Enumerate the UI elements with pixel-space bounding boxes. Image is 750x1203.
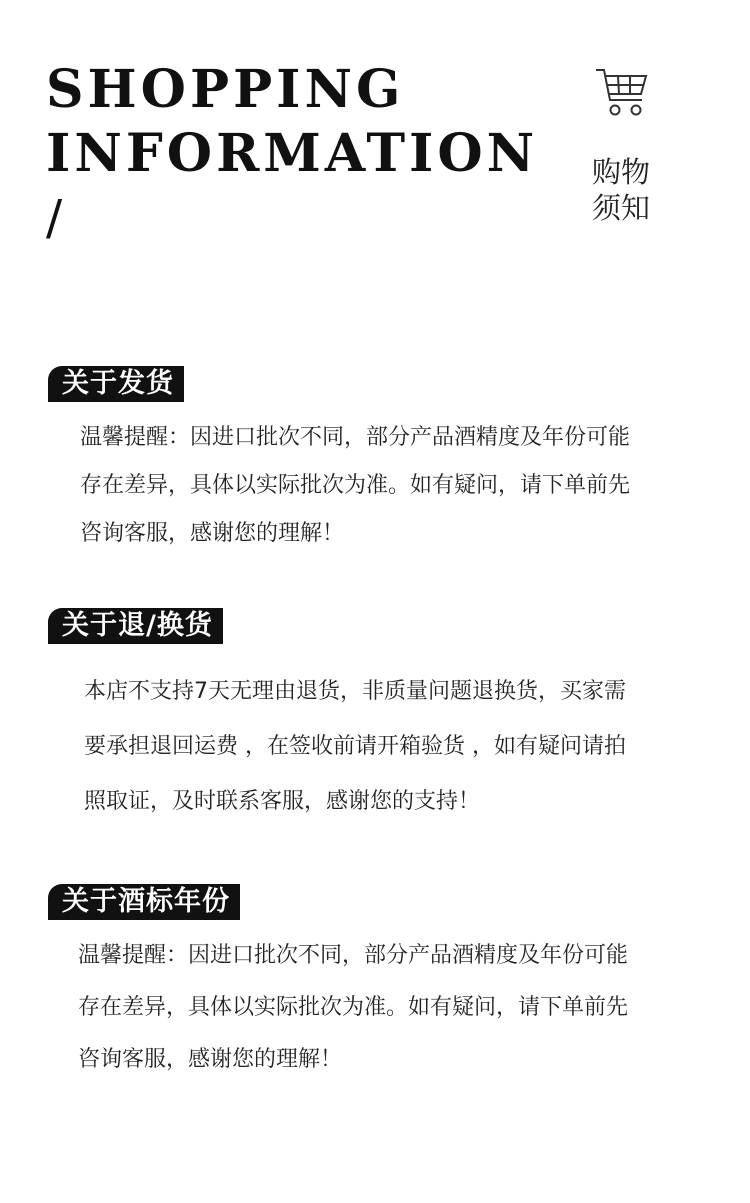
cn-title <box>592 154 662 226</box>
section-shipping <box>48 366 708 558</box>
section-body <box>78 930 708 1086</box>
body-line: 要承担退回运费 ，在签收前请开箱验货 ，如有疑问请拍 <box>84 734 626 759</box>
body-line: 存在差异，具体以实际批次为准。如有疑问，请下单前先 <box>78 995 629 1020</box>
body-line: 咨询客服，感谢您的理解！ <box>78 1047 343 1072</box>
body-line: 存在差异，具体以实际批次为准。如有疑问，请下单前先 <box>80 473 631 498</box>
section-label-vintage <box>48 884 708 1086</box>
section-heading: 关于退/换货 <box>48 608 223 644</box>
body-line: 温馨提醒：因进口批次不同，部分产品酒精度及年份可能 <box>80 425 631 450</box>
cn-title-line2: 须知 <box>592 191 651 225</box>
body-line: 照取证，及时联系客服，感谢您的支持！ <box>84 789 481 814</box>
page-title <box>46 58 538 250</box>
body-line: 本店不支持7天无理由退货，非质量问题退换货，买家需 <box>84 679 626 704</box>
body-line: 温馨提醒：因进口批次不同，部分产品酒精度及年份可能 <box>78 943 629 968</box>
section-returns <box>48 608 708 829</box>
section-body <box>80 414 708 558</box>
title-slash: / <box>46 190 67 246</box>
title-line-shopping: SHOPPING <box>46 59 405 120</box>
section-body <box>84 664 708 829</box>
title-line-information: INFORMATION <box>46 123 539 184</box>
section-heading: 关于酒标年份 <box>48 884 240 920</box>
section-heading: 关于发货 <box>48 366 184 402</box>
shopping-cart-icon <box>594 64 650 124</box>
body-line: 咨询客服，感谢您的理解！ <box>80 521 345 546</box>
cn-title-line1: 购物 <box>592 155 651 189</box>
